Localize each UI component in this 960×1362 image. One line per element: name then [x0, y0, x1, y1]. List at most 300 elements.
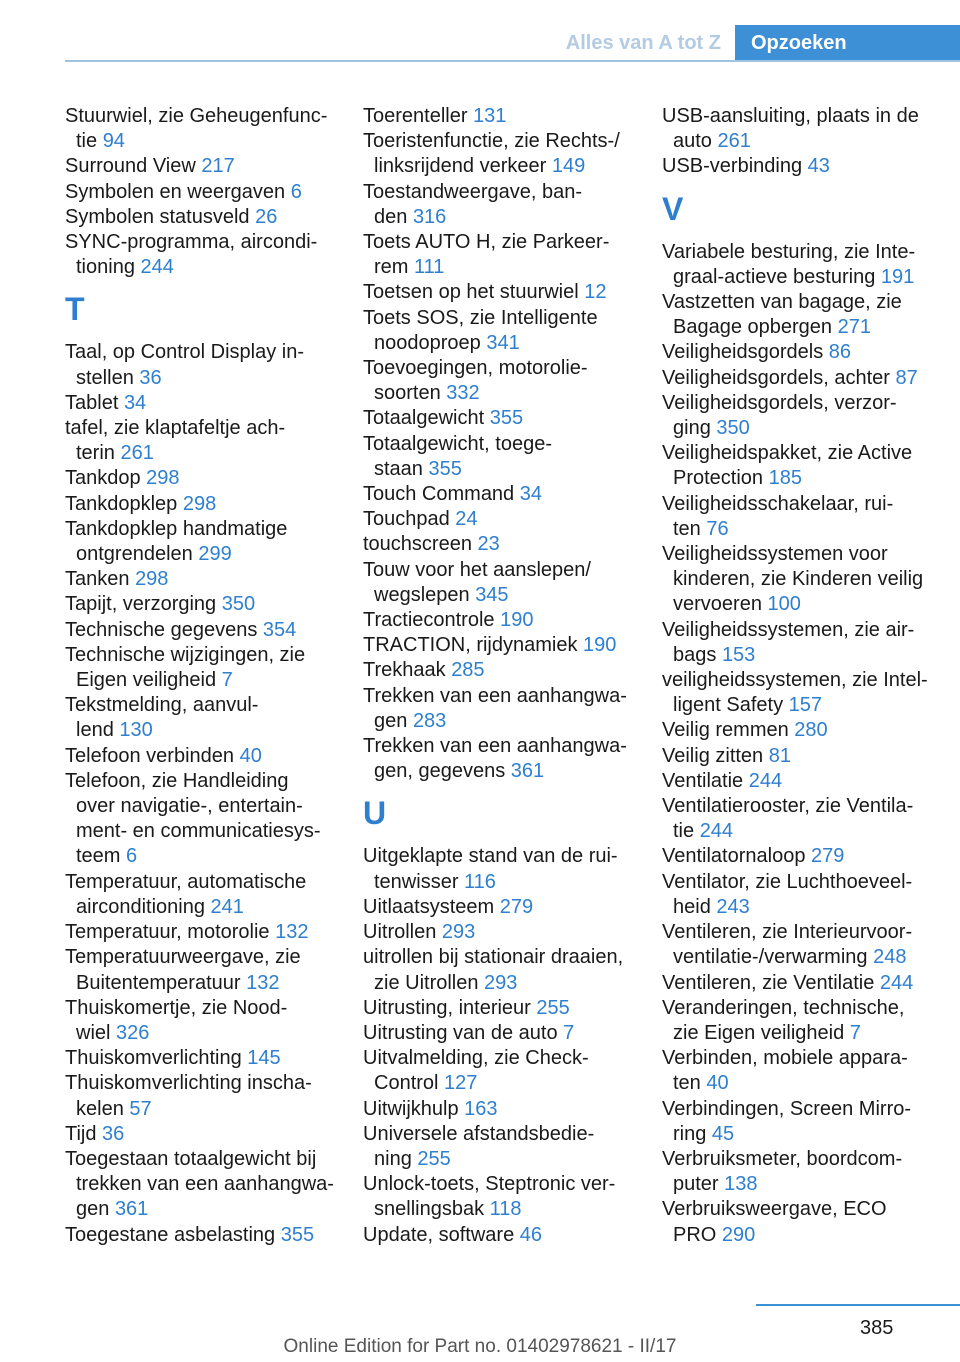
- index-entry-text: over navigatie-, entertain-: [76, 795, 303, 818]
- index-entry-text: tafel, zie klaptafeltje ach-: [65, 417, 286, 440]
- page-reference-link[interactable]: 298: [135, 568, 169, 591]
- index-entry-text: Toevoegingen, motorolie-: [363, 357, 588, 380]
- index-entry: [65, 180, 355, 205]
- index-entry: [363, 129, 653, 179]
- page-reference-link[interactable]: 280: [794, 719, 828, 742]
- index-entry-text: Technische gegevens: [65, 618, 263, 641]
- page-reference-link[interactable]: 76: [706, 517, 729, 540]
- page-reference-link[interactable]: 23: [477, 533, 500, 556]
- index-entry: [363, 104, 653, 129]
- index-entry-text: Temperatuur, motorolie: [65, 921, 276, 944]
- index-entry-text: Thuiskomertje, zie Nood-: [65, 996, 288, 1019]
- index-entry-text: SYNC-programma, aircondi-: [65, 231, 318, 254]
- index-entry-text: Veranderingen, technische,: [662, 996, 905, 1019]
- index-column-1: [65, 104, 355, 1248]
- index-entry-text: Toets AUTO H, zie Parkeer-: [363, 231, 610, 254]
- index-entry-text: gen: [374, 709, 413, 732]
- index-entry-text: Temperatuur, automatische: [65, 870, 307, 893]
- index-entry: [65, 693, 355, 743]
- page-reference-link[interactable]: 7: [221, 669, 233, 692]
- index-entry-text: ging: [673, 417, 717, 440]
- page-reference-link[interactable]: 350: [221, 593, 256, 616]
- index-entry: [65, 643, 355, 693]
- page-reference-link[interactable]: 190: [583, 634, 617, 657]
- index-entry-text: Toegestaan totaalgewicht bij: [65, 1147, 317, 1170]
- page-reference-link[interactable]: 149: [551, 155, 586, 178]
- index-entry: [363, 658, 653, 683]
- index-entry: [363, 1097, 653, 1122]
- index-entry-text: Uitvalmelding, zie Check-: [363, 1047, 589, 1070]
- page-reference-link[interactable]: 36: [139, 366, 162, 389]
- page-reference-link[interactable]: 293: [441, 921, 476, 944]
- page-reference-link[interactable]: 290: [721, 1223, 756, 1246]
- page-reference-link[interactable]: 34: [519, 483, 542, 506]
- index-column-3: [662, 104, 958, 1248]
- index-entry: [363, 482, 653, 507]
- index-entry-text: Universele afstandsbedie-: [363, 1122, 595, 1145]
- index-entry-text: Ventileren, zie Interieurvoor-: [662, 921, 913, 944]
- index-entry: [363, 684, 653, 734]
- index-entry-text: Tankdopklep: [65, 492, 183, 515]
- index-entry: [363, 633, 653, 658]
- page-reference-link[interactable]: 298: [146, 467, 180, 490]
- index-entry-text: ring: [673, 1122, 712, 1145]
- index-entry: [662, 441, 958, 491]
- index-entry-text: Tractiecontrole: [363, 609, 501, 632]
- page-reference-link[interactable]: 316: [412, 205, 447, 228]
- index-entry: [65, 744, 355, 769]
- page-reference-link[interactable]: 332: [446, 382, 480, 405]
- page-reference-link[interactable]: 34: [123, 391, 147, 414]
- page-reference-link[interactable]: 86: [828, 341, 852, 364]
- index-entry: [662, 492, 958, 542]
- index-entry-text: linksrijdend verkeer: [374, 155, 552, 178]
- index-entry-text: Vastzetten van bagage, zie: [662, 291, 902, 314]
- index-entry-text: auto: [673, 130, 718, 153]
- page-reference-link[interactable]: 40: [706, 1072, 729, 1095]
- index-entry-text: Toets SOS, zie Intelligente: [363, 306, 598, 329]
- index-entry-text: Toestandweergave, ban-: [363, 180, 583, 203]
- index-entry: [65, 492, 355, 517]
- index-entry-text: Toetsen op het stuurwiel: [363, 281, 585, 304]
- index-entry: [363, 608, 653, 633]
- index-entry-text: staan: [374, 457, 429, 480]
- page-reference-link[interactable]: 40: [239, 744, 262, 767]
- page-reference-link[interactable]: 355: [428, 457, 462, 480]
- index-entry: [65, 592, 355, 617]
- index-entry-text: Totaalgewicht: [363, 407, 490, 430]
- index-entry: [65, 920, 355, 945]
- index-entry-text: Update, software: [363, 1223, 520, 1246]
- index-entry-text: Trekken van een aanhangwa-: [363, 735, 627, 758]
- page-reference-link[interactable]: 244: [879, 971, 914, 994]
- page-reference-link[interactable]: 94: [102, 130, 125, 153]
- index-entry-text: rem: [374, 256, 414, 279]
- index-entry-text: Veiligheidsschakelaar, rui-: [662, 492, 894, 515]
- page-reference-link[interactable]: 138: [724, 1173, 758, 1196]
- index-entry-text: Tankdop: [65, 467, 147, 490]
- page-reference-link[interactable]: 354: [262, 618, 297, 641]
- page-number: 385: [860, 1317, 894, 1339]
- index-entry-text: tenwisser: [374, 870, 465, 893]
- page-reference-link[interactable]: 132: [246, 971, 280, 994]
- index-entry-text: Veiligheidssystemen voor: [662, 543, 888, 566]
- page-reference-link[interactable]: 81: [768, 744, 791, 767]
- page-reference-link[interactable]: 243: [716, 895, 750, 918]
- index-entry: [65, 567, 355, 592]
- page-reference-link[interactable]: 241: [210, 895, 244, 918]
- index-entry-text: Temperatuurweergave, zie: [65, 946, 301, 969]
- index-entry: [363, 920, 653, 945]
- page-reference-link[interactable]: 255: [417, 1147, 451, 1170]
- page-reference-link[interactable]: 7: [849, 1021, 861, 1044]
- index-entry: [662, 366, 958, 391]
- footer-edition: Online Edition for Part no. 01402978621 - II/17: [283, 1336, 677, 1357]
- index-entry: [65, 1147, 355, 1223]
- page-reference-link[interactable]: 361: [510, 760, 545, 783]
- index-entry-text: tie: [673, 820, 700, 843]
- index-entry: [363, 356, 653, 406]
- index-entry-text: Touw voor het aanslepen/: [363, 558, 591, 581]
- page-number-divider: [756, 1304, 960, 1306]
- page-reference-link[interactable]: 118: [489, 1198, 522, 1221]
- index-entry-text: Surround View: [65, 155, 202, 178]
- index-entry-text: puter: [673, 1173, 725, 1196]
- index-entry-text: Trekhaak: [363, 659, 452, 682]
- index-entry: [662, 391, 958, 441]
- index-entry-text: Variabele besturing, zie Inte-: [662, 240, 916, 263]
- index-entry: [662, 154, 958, 179]
- index-entry: [363, 996, 653, 1021]
- index-entry-text: Technische wijzigingen, zie: [65, 643, 306, 666]
- index-entry-text: Uitrusting, interieur: [363, 996, 537, 1019]
- index-entry: [363, 432, 653, 482]
- index-entry-text: terin: [76, 442, 121, 465]
- index-entry-text: wegslepen: [374, 583, 476, 606]
- index-entry-text: snellingsbak: [374, 1198, 490, 1221]
- page-reference-link[interactable]: 127: [444, 1072, 478, 1095]
- page-reference-link[interactable]: 57: [129, 1097, 152, 1120]
- index-entry: [363, 844, 653, 894]
- index-entry-text: Verbindingen, Screen Mirro-: [662, 1097, 912, 1120]
- index-entry: [363, 558, 653, 608]
- page-reference-link[interactable]: 130: [119, 719, 153, 742]
- index-entry-text: Stuurwiel, zie Geheugenfunc-: [65, 105, 328, 127]
- index-entry-text: stellen: [76, 366, 140, 389]
- page-reference-link[interactable]: 45: [711, 1122, 735, 1145]
- index-column-2: [363, 104, 653, 1248]
- page-reference-link[interactable]: 279: [811, 845, 845, 868]
- index-entry: [363, 945, 653, 995]
- index-entry-text: Tablet: [65, 391, 124, 414]
- index-entry: [363, 532, 653, 557]
- page-reference-link[interactable]: 293: [484, 971, 518, 994]
- index-entry-text: soorten: [374, 382, 447, 405]
- index-entry-text: bags: [673, 643, 722, 666]
- page-reference-link[interactable]: 355: [280, 1223, 315, 1246]
- page-reference-link[interactable]: 6: [126, 845, 138, 868]
- index-entry-text: Veilig zitten: [662, 744, 769, 767]
- index-entry-text: Ventilatie: [662, 769, 749, 792]
- index-entry-text: Toerenteller: [363, 105, 474, 127]
- index-entry-text: TRACTION, rijdynamiek: [363, 634, 584, 657]
- page-reference-link[interactable]: 355: [489, 407, 524, 430]
- index-entry: [662, 240, 958, 290]
- page-reference-link[interactable]: 244: [140, 256, 174, 279]
- page-reference-link[interactable]: 261: [717, 130, 751, 153]
- index-entry: [662, 542, 958, 618]
- page-reference-link[interactable]: 345: [475, 583, 509, 606]
- index-entry-text: ten: [673, 1072, 707, 1095]
- index-entry: [363, 280, 653, 305]
- index-entry: [363, 406, 653, 431]
- page-reference-link[interactable]: 350: [716, 417, 750, 440]
- index-entry-text: heid: [673, 895, 717, 918]
- index-entry-text: Veiligheidsgordels: [662, 341, 829, 364]
- index-entry-text: ligent Safety: [673, 694, 789, 717]
- index-entry-text: veiligheidssystemen, zie Intel-: [662, 669, 928, 692]
- page-reference-link[interactable]: 248: [873, 946, 907, 969]
- page-reference-link[interactable]: 7: [563, 1021, 575, 1044]
- page-reference-link[interactable]: 261: [120, 442, 154, 465]
- page-reference-link[interactable]: 163: [464, 1097, 498, 1120]
- index-entry: [65, 870, 355, 920]
- index-entry-text: Tijd: [65, 1122, 103, 1145]
- page-reference-link[interactable]: 43: [807, 155, 830, 178]
- index-entry-text: tie: [76, 130, 103, 153]
- index-entry-text: Totaalgewicht, toege-: [363, 432, 553, 455]
- index-entry-text: Eigen veiligheid: [76, 669, 222, 692]
- index-entry-text: Symbolen statusveld: [65, 205, 256, 228]
- index-entry-text: Toeristenfunctie, zie Rechts-/: [363, 130, 620, 153]
- page-reference-link[interactable]: 157: [788, 694, 822, 717]
- index-entry-text: Tekstmelding, aanvul-: [65, 694, 259, 717]
- index-entry: [662, 769, 958, 794]
- index-entry: [363, 734, 653, 784]
- index-entry-text: Uitgeklapte stand van de rui-: [363, 845, 618, 868]
- page-reference-link[interactable]: 116: [464, 870, 496, 893]
- index-entry: [662, 920, 958, 970]
- index-entry-text: Veiligheidsgordels, verzor-: [662, 391, 897, 414]
- page-reference-link[interactable]: 285: [451, 659, 485, 682]
- index-entry-text: uitrollen bij stationair draaien,: [363, 946, 624, 969]
- index-entry: [662, 340, 958, 365]
- index-entry-text: Veiligheidsgordels, achter: [662, 366, 896, 389]
- index-entry-text: lend: [76, 719, 120, 742]
- page-reference-link[interactable]: 100: [767, 593, 801, 616]
- index-entry-text: zie Eigen veiligheid: [673, 1021, 850, 1044]
- index-entry-text: zie Uitrollen: [374, 971, 485, 994]
- page-reference-link[interactable]: 361: [114, 1198, 149, 1221]
- index-entry: [65, 205, 355, 230]
- index-entry: [662, 996, 958, 1046]
- page-reference-link[interactable]: 24: [455, 508, 478, 531]
- index-entry: [363, 1046, 653, 1096]
- index-entry: [65, 1122, 355, 1147]
- page-reference-link[interactable]: 132: [275, 921, 309, 944]
- index-entry-text: Ventileren, zie Ventilatie: [662, 971, 880, 994]
- index-entry-text: USB-aansluiting, plaats in de: [662, 105, 919, 127]
- index-entry-text: Uitwijkhulp: [363, 1097, 465, 1120]
- index-entry-text: Tankdopklep handmatige: [65, 517, 288, 540]
- index-entry: [65, 945, 355, 995]
- index-entry-text: den: [374, 205, 413, 228]
- index-entry-text: gen, gegevens: [374, 760, 511, 783]
- index-entry: [662, 618, 958, 668]
- index-entry: [65, 340, 355, 390]
- index-entry-text: Taal, op Control Display in-: [65, 341, 304, 364]
- index-entry-text: USB-verbinding: [662, 155, 808, 178]
- index-entry: [662, 794, 958, 844]
- page-reference-link[interactable]: 6: [290, 180, 302, 203]
- index-entry: [662, 668, 958, 718]
- page-reference-link[interactable]: 185: [768, 467, 802, 490]
- index-entry: [662, 1147, 958, 1197]
- page-reference-link[interactable]: 298: [182, 492, 217, 515]
- index-entry-text: Toegestane asbelasting: [65, 1223, 281, 1246]
- index-entry: [65, 769, 355, 870]
- index-entry: [65, 466, 355, 491]
- tab-alles-van-a-tot-z[interactable]: Alles van A tot Z: [565, 32, 721, 54]
- index-entry: [363, 1021, 653, 1046]
- page-reference-link[interactable]: 131: [473, 105, 507, 127]
- index-entry-text: Telefoon verbinden: [65, 744, 240, 767]
- index-entry: [65, 104, 355, 154]
- page-reference-link[interactable]: 341: [486, 331, 520, 354]
- index-entry-text: Touchpad: [363, 508, 456, 531]
- page-reference-link[interactable]: 283: [412, 709, 447, 732]
- index-entry: [662, 718, 958, 743]
- page-reference-link[interactable]: 36: [102, 1122, 125, 1145]
- index-entry: [662, 1197, 958, 1247]
- index-entry: [363, 1223, 653, 1248]
- index-entry-text: ventilatie-/verwarming: [673, 946, 874, 969]
- index-entry-text: Tanken: [65, 568, 136, 591]
- index-entry-text: wiel: [76, 1021, 117, 1044]
- page-reference-link[interactable]: 153: [721, 643, 756, 666]
- index-entry-text: Veilig remmen: [662, 719, 795, 742]
- page-reference-link[interactable]: 111: [414, 256, 445, 279]
- index-entry: [65, 154, 355, 179]
- index-entry-text: ontgrendelen: [76, 543, 199, 566]
- index-entry: [65, 996, 355, 1046]
- index-entry: [662, 1046, 958, 1096]
- index-entry-text: Symbolen en weergaven: [65, 180, 291, 203]
- index-entry-text: ning: [374, 1147, 418, 1170]
- index-entry-text: tioning: [76, 256, 141, 279]
- index-entry-text: teem: [76, 845, 127, 868]
- index-entry-text: Thuiskomverlichting inscha-: [65, 1072, 312, 1095]
- index-entry-text: airconditioning: [76, 895, 211, 918]
- index-entry: [65, 416, 355, 466]
- page-reference-link[interactable]: 191: [880, 265, 915, 288]
- index-entry-text: Buitentemperatuur: [76, 971, 247, 994]
- index-entry: [363, 180, 653, 230]
- index-entry-text: Telefoon, zie Handleiding: [65, 769, 289, 792]
- index-entry-text: Verbruiksmeter, boordcom-: [662, 1147, 903, 1170]
- index-entry-text: vervoeren: [673, 593, 768, 616]
- index-entry-text: Uitrollen: [363, 921, 442, 944]
- index-entry-text: Thuiskomverlichting: [65, 1047, 248, 1070]
- index-entry-text: graal-actieve besturing: [673, 265, 881, 288]
- index-entry-text: Trekken van een aanhangwa-: [363, 684, 627, 707]
- header-divider: [65, 60, 960, 62]
- index-entry-text: Veiligheidspakket, zie Active: [662, 442, 913, 465]
- page-reference-link[interactable]: 12: [584, 281, 607, 304]
- page-reference-link[interactable]: 145: [247, 1047, 281, 1070]
- page-reference-link[interactable]: 299: [198, 543, 232, 566]
- index-entry: [662, 744, 958, 769]
- page-reference-link[interactable]: 279: [499, 895, 534, 918]
- page-reference-link[interactable]: 326: [116, 1021, 150, 1044]
- page-reference-link[interactable]: 255: [536, 996, 570, 1019]
- index-entry-text: Ventilatierooster, zie Ventila-: [662, 795, 914, 818]
- index-entry: [662, 870, 958, 920]
- index-entry-text: ten: [673, 517, 707, 540]
- index-letter-heading: T: [65, 291, 85, 328]
- index-entry-text: gen: [76, 1198, 115, 1221]
- page-reference-link[interactable]: 244: [699, 820, 734, 843]
- index-entry-text: touchscreen: [363, 533, 478, 556]
- index-entry-text: trekken van een aanhangwa-: [76, 1173, 334, 1196]
- index-entry: [363, 306, 653, 356]
- index-entry: [363, 1172, 653, 1222]
- page-reference-link[interactable]: 217: [201, 155, 235, 178]
- page-reference-link[interactable]: 271: [837, 316, 871, 339]
- index-entry: [363, 230, 653, 280]
- index-entry-text: ment- en communicatiesys-: [76, 820, 321, 843]
- index-entry: [363, 507, 653, 532]
- index-entry: [65, 391, 355, 416]
- index-entry: [363, 895, 653, 920]
- index-entry: [65, 1046, 355, 1071]
- index-entry: [65, 1071, 355, 1121]
- index-entry: [662, 104, 958, 154]
- index-entry: [363, 1122, 653, 1172]
- index-entry-text: Ventilatornaloop: [662, 845, 812, 868]
- index-entry: [662, 844, 958, 869]
- index-entry: [662, 1097, 958, 1147]
- index-entry: [662, 290, 958, 340]
- index-entry: [65, 230, 355, 280]
- page-reference-link[interactable]: 87: [895, 366, 918, 389]
- index-entry-text: Touch Command: [363, 483, 520, 506]
- index-entry: [662, 971, 958, 996]
- index-entry-text: kelen: [76, 1097, 130, 1120]
- index-letter-heading: V: [662, 190, 684, 227]
- index-entry-text: Uitrusting van de auto: [363, 1021, 564, 1044]
- index-entry-text: Verbinden, mobiele appara-: [662, 1047, 908, 1070]
- index-entry-text: noodoproep: [374, 331, 487, 354]
- index-entry-text: PRO: [673, 1223, 722, 1246]
- index-entry: [65, 618, 355, 643]
- page-reference-link[interactable]: 46: [519, 1223, 542, 1246]
- index-entry-text: Verbruiksweergave, ECO: [662, 1198, 887, 1221]
- index-entry: [65, 1223, 355, 1248]
- page-reference-link[interactable]: 26: [255, 205, 278, 228]
- page-reference-link[interactable]: 190: [500, 609, 534, 632]
- index-entry-text: Protection: [673, 467, 769, 490]
- page-reference-link[interactable]: 244: [748, 769, 783, 792]
- index-entry: [65, 517, 355, 567]
- index-entry-text: Unlock-toets, Steptronic ver-: [363, 1173, 616, 1196]
- index-entry-text: Uitlaatsysteem: [363, 895, 500, 918]
- index-letter-heading: U: [363, 795, 387, 832]
- index-entry-text: Ventilator, zie Luchthoeveel-: [662, 870, 913, 893]
- index-entry-text: Bagage opbergen: [673, 316, 838, 339]
- index-entry-text: Control: [374, 1072, 445, 1095]
- tab-opzoeken[interactable]: Opzoeken: [735, 25, 960, 61]
